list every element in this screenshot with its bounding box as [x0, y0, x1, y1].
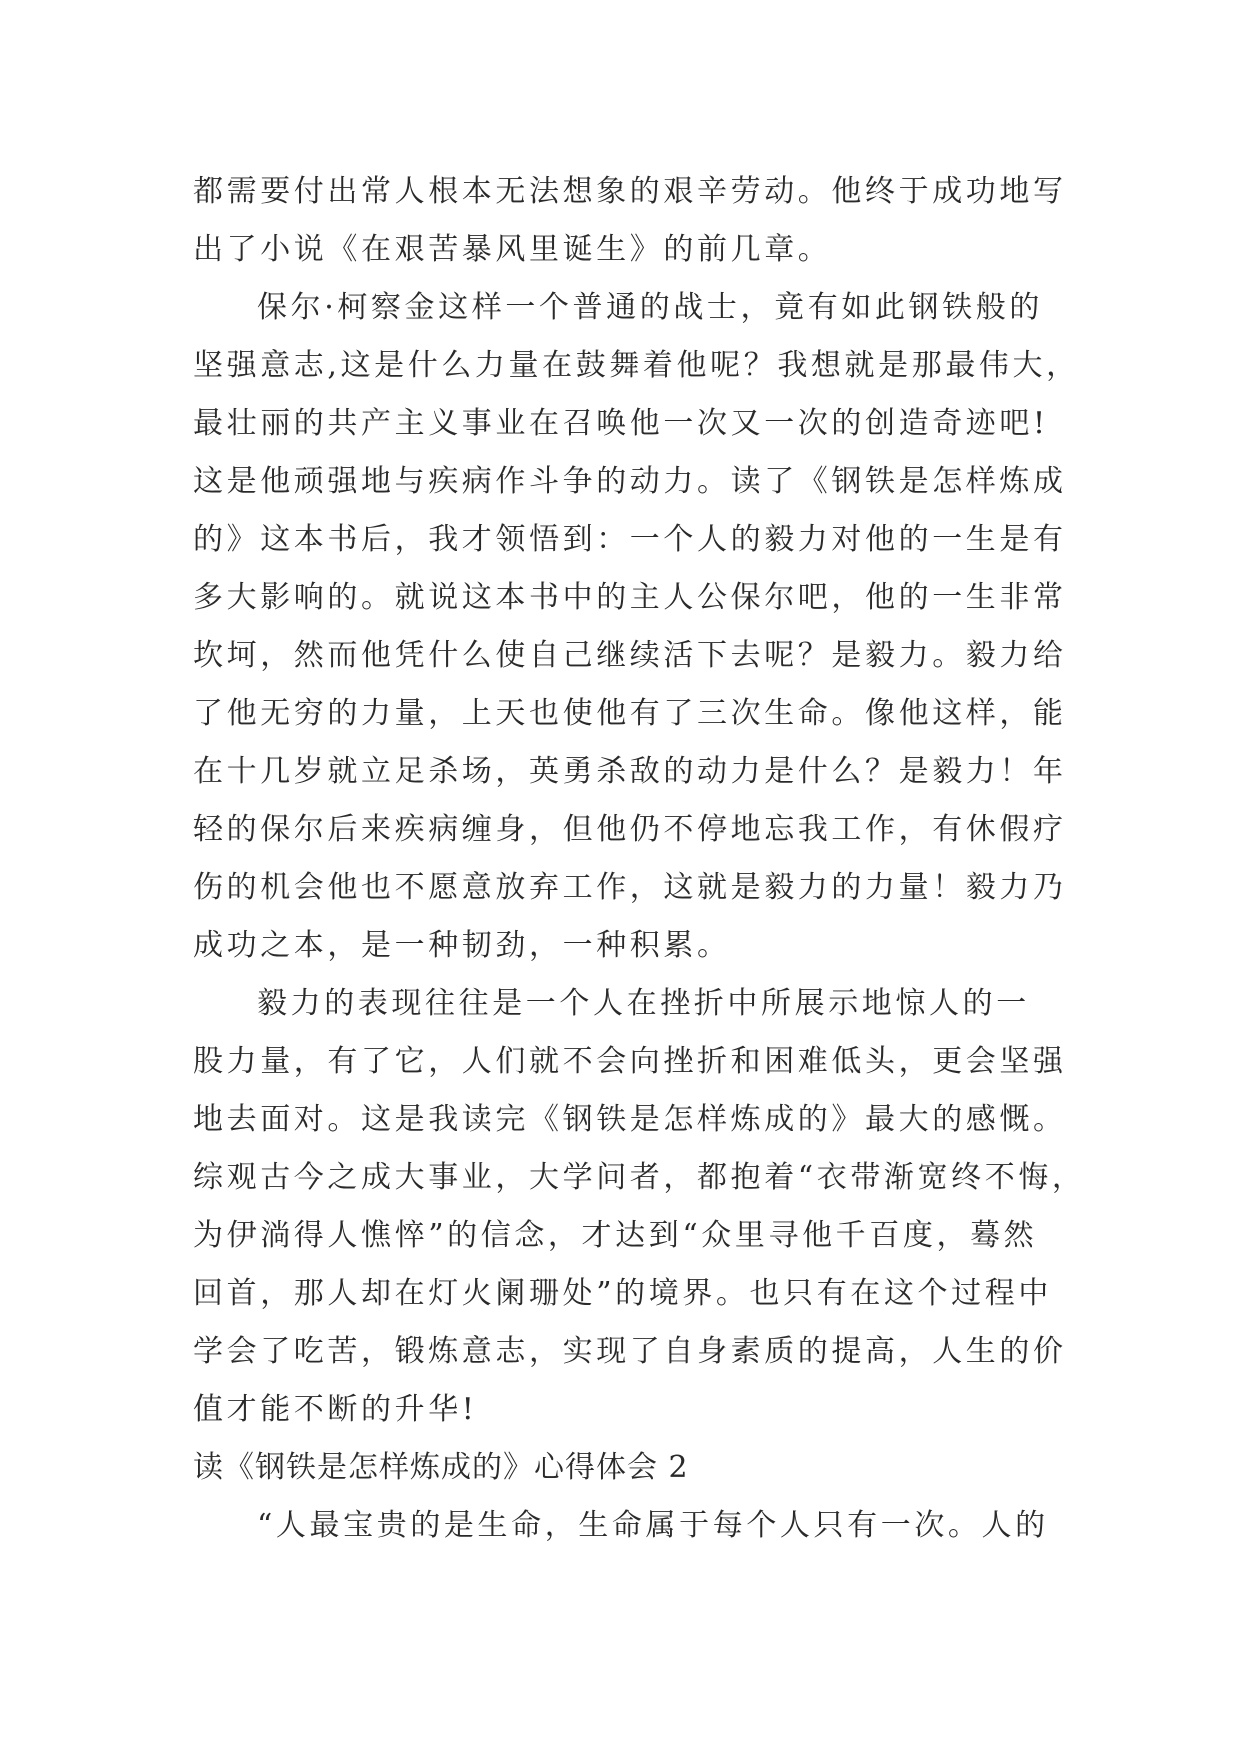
paragraph-first-line: “人最宝贵的是生命，生命属于每个人只有一次。人的 — [257, 1508, 1049, 1543]
text-line: 成功之本，是一种韧劲，一种积累。 — [193, 928, 731, 963]
text-line: 值才能不断的升华! — [193, 1392, 478, 1427]
text-line: 的》这本书后，我才领悟到：一个人的毅力对他的一生是有 — [193, 522, 1067, 557]
text-line: 最壮丽的共产主义事业在召唤他一次又一次的创造奇迹吧! — [193, 406, 1049, 441]
section-heading: 读《钢铁是怎样炼成的》心得体会 2 — [193, 1450, 689, 1485]
text-line: 回首，那人却在灯火阑珊处”的境界。也只有在这个过程中 — [193, 1276, 1052, 1311]
text-line: 坎坷，然而他凭什么使自己继续活下去呢？是毅力。毅力给 — [193, 638, 1067, 673]
text-line: 这是他顽强地与疾病作斗争的动力。读了《钢铁是怎样炼成 — [193, 464, 1067, 499]
text-line: 为伊淌得人憔悴”的信念，才达到“众里寻他千百度，蓦然 — [193, 1218, 1038, 1253]
text-line: 都需要付出常人根本无法想象的艰辛劳动。他终于成功地写 — [193, 174, 1067, 209]
text-line: 综观古今之成大事业，大学问者，都抱着“衣带渐宽终不悔， — [193, 1160, 1086, 1195]
text-line: 坚强意志,这是什么力量在鼓舞着他呢？我想就是那最伟大， — [193, 348, 1080, 383]
text-line: 学会了吃苦，锻炼意志，实现了自身素质的提高，人生的价 — [193, 1334, 1067, 1369]
paragraph-first-line: 保尔·柯察金这样一个普通的战士，竟有如此钢铁般的 — [257, 290, 1043, 325]
text-line: 地去面对。这是我读完《钢铁是怎样炼成的》最大的感慨。 — [193, 1102, 1067, 1137]
text-line: 股力量，有了它，人们就不会向挫折和困难低头，更会坚强 — [193, 1044, 1067, 1079]
text-line: 轻的保尔后来疾病缠身，但他仍不停地忘我工作，有休假疗 — [193, 812, 1067, 847]
document-body — [193, 163, 1086, 1555]
text-line: 多大影响的。就说这本书中的主人公保尔吧，他的一生非常 — [193, 580, 1067, 615]
text-line: 伤的机会他也不愿意放弃工作，这就是毅力的力量！毅力乃 — [193, 870, 1067, 905]
paragraph-first-line: 毅力的表现往往是一个人在挫折中所展示地惊人的一 — [257, 986, 1030, 1021]
text-line: 在十几岁就立足杀场，英勇杀敌的动力是什么？是毅力！年 — [193, 754, 1067, 789]
text-line: 出了小说《在艰苦暴风里诞生》的前几章。 — [193, 232, 832, 267]
text-line: 了他无穷的力量，上天也使他有了三次生命。像他这样，能 — [193, 696, 1067, 731]
